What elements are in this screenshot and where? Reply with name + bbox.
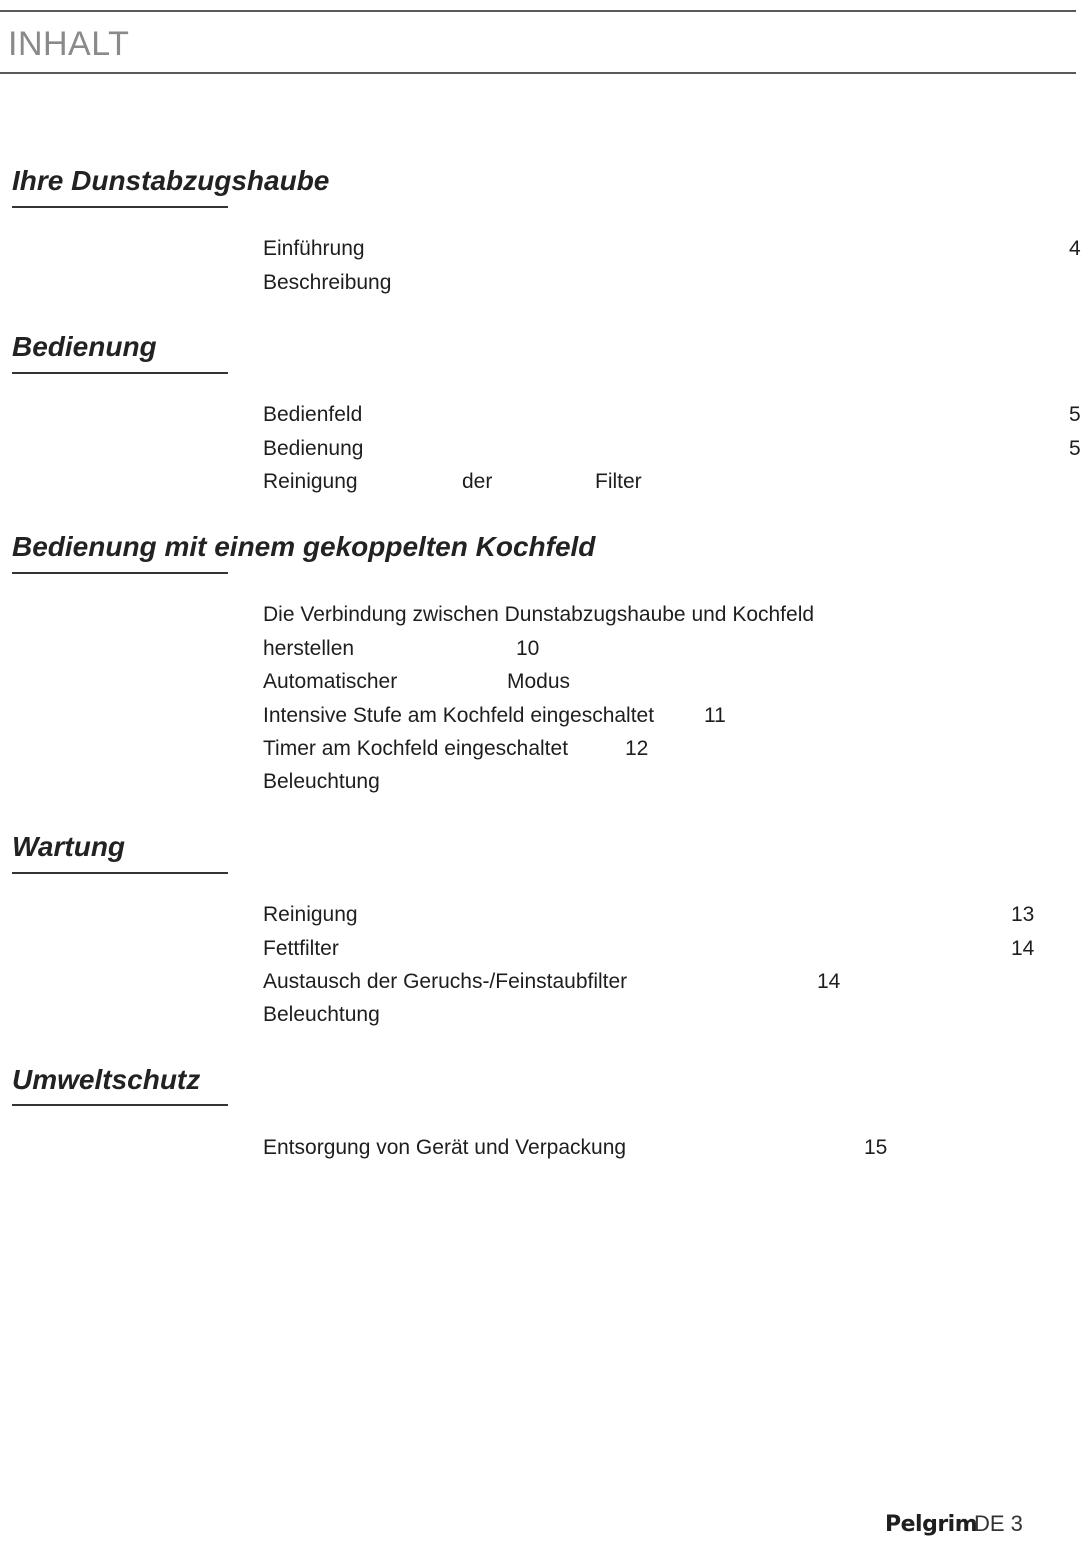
toc-entry-label-part: Automatischer bbox=[263, 670, 398, 693]
section-rule bbox=[12, 1104, 228, 1106]
page-number: DE 3 bbox=[974, 1511, 1023, 1536]
toc-entry-page: 13 bbox=[1011, 903, 1035, 926]
section-heading-bedienung-kochfeld: Bedienung mit einem gekoppelten Kochfeld bbox=[12, 531, 596, 562]
toc-entry-herstellen[interactable] bbox=[263, 634, 1078, 664]
section-rule bbox=[12, 872, 228, 874]
toc-entry-label: Beleuchtung bbox=[263, 770, 380, 793]
toc-entry-label-part: Reinigung bbox=[263, 470, 358, 493]
toc-entry-reinigung[interactable] bbox=[263, 900, 1078, 930]
section-heading-wartung: Wartung bbox=[12, 831, 126, 862]
toc-entry-page: 5 bbox=[1069, 403, 1081, 426]
toc-entry-page: 14 bbox=[817, 970, 841, 993]
toc-entry-beleuchtung[interactable] bbox=[263, 1000, 1078, 1030]
toc-entry-timer[interactable] bbox=[263, 734, 1078, 764]
toc-entry-label: Einführung bbox=[263, 237, 365, 260]
brand-logo: Pelgrim bbox=[885, 1512, 978, 1537]
toc-entry-label: Entsorgung von Gerät und Verpackung bbox=[263, 1136, 627, 1159]
toc-entry-label: herstellen bbox=[263, 637, 355, 660]
section-rule bbox=[12, 206, 228, 208]
toc-entry-page: 4 bbox=[1069, 237, 1081, 260]
toc-entry-label-part: der bbox=[462, 470, 493, 493]
section-rule bbox=[12, 572, 228, 574]
section-heading-bedienung: Bedienung bbox=[12, 331, 157, 362]
toc-entry-page: 12 bbox=[625, 737, 649, 760]
toc-entry-label: Beschreibung bbox=[263, 271, 392, 294]
toc-entry-fettfilter[interactable] bbox=[263, 934, 1078, 964]
toc-entry-label: Die Verbindung zwischen Dunstabzugshaube und Kochfeld bbox=[263, 603, 815, 626]
toc-entry-einfuehrung[interactable] bbox=[263, 234, 1081, 264]
toc-entry-label-part: Modus bbox=[507, 670, 571, 693]
toc-entry-verbindung[interactable] bbox=[263, 600, 1078, 630]
section-heading-ihre-dunstabzugshaube: Ihre Dunstabzugshaube bbox=[12, 165, 330, 196]
toc-entry-label: Bedienfeld bbox=[263, 403, 363, 426]
toc-entry-label: Austausch der Geruchs-/Feinstaubfilter bbox=[263, 970, 628, 993]
section-rule bbox=[12, 372, 228, 374]
toc-entry-page: 11 bbox=[704, 704, 726, 727]
toc-entry-page: 14 bbox=[1011, 937, 1035, 960]
header-top-rule bbox=[0, 10, 1076, 12]
toc-entry-label: Reinigung bbox=[263, 903, 358, 926]
toc-entry-bedienfeld[interactable] bbox=[263, 400, 1081, 430]
section-heading-umweltschutz: Umweltschutz bbox=[12, 1064, 201, 1095]
toc-entry-page: 5 bbox=[1069, 437, 1081, 460]
toc-entry-automatischer-modus[interactable] bbox=[263, 667, 1078, 697]
toc-entry-page: 15 bbox=[864, 1136, 888, 1159]
toc-entry-label: Bedienung bbox=[263, 437, 364, 460]
toc-entry-label: Beleuchtung bbox=[263, 1003, 380, 1026]
toc-entry-reinigung-der-filter[interactable] bbox=[263, 467, 1078, 497]
toc-entry-page: 10 bbox=[516, 637, 540, 660]
toc-entry-beschreibung[interactable] bbox=[263, 268, 1078, 298]
toc-entry-intensive-stufe[interactable] bbox=[263, 701, 1078, 731]
toc-entry-bedienung[interactable] bbox=[263, 434, 1081, 464]
toc-entry-label: Intensive Stufe am Kochfeld eingeschaltet bbox=[263, 704, 655, 727]
toc-entry-label: Fettfilter bbox=[263, 937, 339, 960]
toc-entry-austausch-filter[interactable] bbox=[263, 967, 1078, 997]
toc-entry-entsorgung[interactable] bbox=[263, 1133, 1078, 1163]
page-title: INHALT bbox=[8, 25, 130, 63]
toc-entry-beleuchtung[interactable] bbox=[263, 767, 1078, 797]
header-bottom-rule bbox=[0, 72, 1076, 74]
toc-entry-label: Timer am Kochfeld eingeschaltet bbox=[263, 737, 569, 760]
toc-entry-label-part: Filter bbox=[595, 470, 642, 493]
